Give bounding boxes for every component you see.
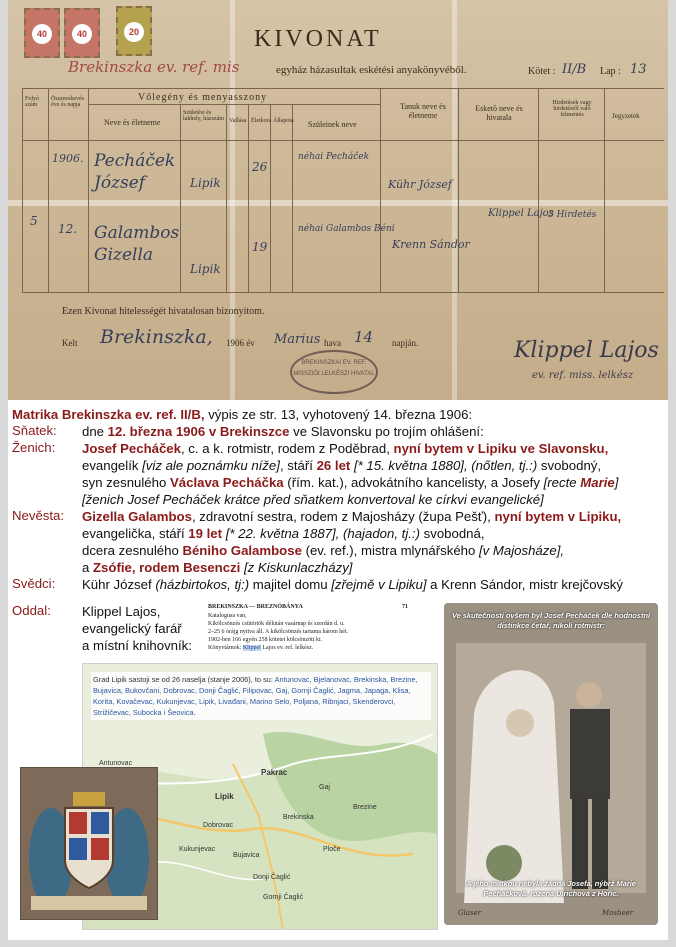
row1-age: 26	[252, 160, 268, 174]
table-rule	[22, 88, 664, 89]
table-rule	[88, 104, 380, 105]
text-fragment: evangelík	[82, 458, 143, 473]
kotet-label: Kötet :	[528, 66, 556, 77]
officiant-line-2: evangelický farář	[82, 621, 182, 636]
col-header-officiant: Esketõ neve és hivatala	[475, 104, 523, 122]
row1-residence: Lipik	[190, 176, 221, 190]
transcription-header	[12, 406, 472, 423]
col-header-religion: Vallása	[229, 118, 247, 124]
certificate-year: 1906 év	[226, 338, 255, 348]
note-fragment: ]	[614, 475, 619, 490]
place-label: Brekinska	[283, 814, 314, 821]
bride-age: 19 let	[188, 526, 223, 541]
table-rule	[270, 104, 271, 292]
label-satek: Sňatek:	[12, 423, 57, 438]
col-header-name: Neve és életneme	[104, 118, 161, 127]
village-list: Antunovac, Bjelanovac, Brekinska, Brezine, Bujavica, Bukovčani, Dobrovac, Donji Čaglić, Filipovac, Gaj, Gornji Čaglić, Jagma, Japaga, Klisa, Korita, Kovačevac, Kukunjevac, Lipik, Livađani, Marino Selo, Poljana, Ribnjaci, Skenderovci, Strižičevac, Subocka i Šeovica.	[93, 675, 418, 717]
table-rule	[458, 88, 459, 292]
officiant-line-3: a místní knihovník:	[82, 638, 192, 653]
text-fragment: (řím. kat.), advokátního kancelisty, a Josefy	[283, 475, 544, 490]
place-label: Pakrac	[261, 768, 288, 777]
col-header-residence: Születési és lakhely, házszám	[183, 110, 224, 122]
place-label: Lipik	[215, 792, 234, 801]
coat-of-arms-icon	[21, 768, 157, 919]
studio-signature-right: Mosbeer	[602, 909, 634, 917]
table-rule	[180, 104, 181, 292]
catalog-line: Kikölcsönzés csütörtök délután vasárnap és szerdán d. u.	[208, 621, 345, 627]
text-fragment: , stáří	[279, 458, 317, 473]
table-rule	[380, 88, 381, 292]
certificate-place: Brekinszka,	[100, 326, 213, 348]
table-rule	[226, 104, 227, 292]
witnesses-line	[82, 576, 623, 593]
label-oddal: Oddal:	[12, 603, 51, 618]
text-fragment: evangelička, stáří	[82, 526, 189, 541]
signature-title: ev. ref. miss. lelkész	[532, 370, 634, 381]
stamp-value: 40	[72, 24, 92, 44]
table-rule	[22, 292, 664, 293]
bride-line-1	[82, 508, 621, 525]
record-source-detail: výpis ze str. 13, vyhotovený 14. března 1906:	[204, 407, 473, 422]
revenue-stamp	[64, 8, 100, 58]
caption-intro: Grad Lipik sastoji se od 26 naselja (stanje 2006), to su:	[93, 675, 275, 684]
groom-line-1	[82, 440, 608, 457]
bride-mother: Zsófie, rodem Besenczi	[93, 560, 241, 575]
signature: Klippel Lajos	[514, 338, 659, 363]
groom-note: [ženich Josef Pecháček krátce před sňatkem konvertoval ke církvi evangelické]	[82, 492, 544, 507]
lap-value: 13	[630, 62, 647, 77]
certificate-day: 14	[354, 328, 374, 346]
catalog-line: 2–25 6 órájg nyitva áll. A kikölcsönzés tartama három hét.	[208, 629, 349, 635]
photo-caption-bottom: A jeho matkou nebyla žádná Josefa, nýbrž Marie Pecháčková, rozená Ulrichová z Hořic.	[466, 879, 636, 898]
row2-number: 5	[30, 214, 38, 228]
col-header-parents: Szüleinek neve	[308, 120, 357, 129]
text-fragment: dne	[82, 424, 108, 439]
table-rule	[292, 104, 293, 292]
text-fragment: ve Slavonsku po trojím ohlášení:	[289, 424, 484, 439]
col-group-header: Vőlegény és menyasszony	[138, 92, 268, 103]
groom-line-3	[82, 474, 618, 491]
text-fragment: majitel domu	[249, 577, 332, 592]
table-rule	[88, 88, 89, 292]
text-fragment: svobodný,	[537, 458, 602, 473]
place-label: Ploče	[323, 846, 341, 853]
note-fragment: [viz ale poznámku níže]	[142, 458, 280, 473]
librarian-name-highlight: Klippel	[242, 645, 261, 651]
bride-line-4	[82, 559, 352, 576]
bride-father: Béniho Galambose	[182, 543, 302, 558]
text-fragment: (ev. ref.), mistra mlynářského	[301, 543, 479, 558]
note-fragment: (házbirtokos, tj:)	[155, 577, 250, 592]
groom-name: Josef Pecháček	[82, 441, 181, 456]
catalog-running-head: BREKINSZKA — BREZNÓBÁNYA	[208, 604, 303, 610]
certificate-place-label: Kelt	[62, 338, 78, 348]
col-header-number: Folyó szám	[25, 96, 40, 108]
revenue-stamp	[24, 8, 60, 58]
place-label: Gornji Čaglić	[263, 894, 304, 901]
place-label: Dobrovac	[203, 822, 233, 829]
coat-of-arms-mosaic	[20, 767, 158, 920]
catalog-page-number: 71	[402, 604, 408, 610]
row2-witness: Krenn Sándor	[392, 238, 470, 251]
certificate-month: Marius	[274, 332, 321, 347]
note-fragment: [v Majosháze],	[479, 543, 565, 558]
officiant-line-1: Klippel Lajos,	[82, 604, 161, 619]
text-fragment: , zdravotní sestra, rodem z Majosházy (župa Pešť),	[191, 509, 495, 524]
row2-banns: 3 Hirdetés	[548, 210, 597, 220]
note-fragment: [* 15. května 1880], (nőtlen, tj.:)	[350, 458, 538, 473]
register-subtitle: egyház házasultak eskétési anyakönyvéből.	[276, 64, 467, 76]
label-zenich: Ženich:	[12, 440, 56, 455]
row2-parents: néhai Galambos Béni	[298, 224, 395, 234]
groom-father: Václava Pecháčka	[169, 475, 284, 490]
text-fragment: a	[82, 560, 93, 575]
bride-name: Gizella Galambos	[82, 509, 192, 524]
record-source: Matrika Brekinszka ev. ref. II/B,	[12, 407, 205, 422]
catalog-line: Katalogusa van,	[208, 613, 247, 619]
page	[8, 0, 668, 940]
place-label: Donji Čaglić	[253, 874, 291, 881]
col-header-witnesses: Tanuk neve és életneme	[400, 102, 446, 120]
library-catalog-excerpt	[208, 603, 438, 653]
catalog-librarian-line	[208, 644, 438, 652]
table-rule	[604, 88, 605, 292]
place-label: Gaj	[319, 784, 330, 791]
table-rule	[538, 88, 539, 292]
table-rule	[48, 88, 49, 292]
row1-witness: Kühr József	[388, 178, 452, 191]
place-label: Kukunjevac	[179, 846, 216, 853]
table-rule	[248, 104, 249, 292]
label-nevesta: Nevěsta:	[12, 508, 65, 523]
table-rule	[22, 140, 664, 141]
text-fragment: a Krenn Sándor, mistr krejčovský	[426, 577, 623, 592]
stamp-value: 40	[32, 24, 52, 44]
row2-officiant: Klippel Lajos	[488, 208, 554, 219]
lap-label: Lap :	[600, 66, 621, 77]
label-svedci: Svědci:	[12, 576, 56, 591]
witness-name: Kühr József	[82, 577, 156, 592]
marriage-date-place: 12. března 1906 v Brekinszce	[107, 424, 290, 439]
col-header-status: Állapota	[273, 118, 294, 124]
catalog-header	[208, 603, 438, 612]
catalog-line: 1902-ben 166 egyén 258 kötetet kölcsönzött ki.	[208, 637, 323, 643]
row2-residence: Lipik	[190, 262, 221, 276]
map-caption	[91, 672, 431, 720]
place-label: Brezine	[353, 804, 377, 811]
place-label: Antunovac	[99, 760, 133, 767]
fold-line	[8, 200, 668, 206]
wedding-photograph	[444, 603, 658, 925]
row2-bride: Galambos Gizella	[94, 223, 180, 265]
studio-signature-left: Glaser	[458, 909, 482, 917]
text-fragment: Lajos ev. ref. lelkész.	[260, 645, 314, 651]
handwritten-parish: Brekinszka ev. ref. mis	[68, 58, 240, 76]
note-fragment: [recte	[543, 475, 581, 490]
table-rule	[22, 88, 23, 292]
text-fragment: svobodná,	[419, 526, 485, 541]
row1-groom: Pecháček József	[94, 151, 176, 193]
bride-line-2	[82, 525, 485, 542]
groom-mother: Marie	[580, 475, 615, 490]
revenue-stamp	[116, 6, 152, 56]
groom-line-2	[82, 457, 601, 474]
text-fragment: dcera zesnulého	[82, 543, 183, 558]
register-scan	[8, 0, 668, 400]
certificate-napjan: napján.	[392, 338, 419, 348]
bride-line-3	[82, 542, 564, 559]
row2-age: 19	[252, 240, 268, 254]
row1-year: 1906.	[52, 152, 84, 165]
col-header-notes: Jegyzetek	[612, 112, 640, 120]
col-header-age: Életkora	[251, 118, 272, 124]
certificate-line: Ezen Kivonat hitelességét hivatalosan bizonyítom.	[62, 306, 265, 317]
kotet-value: II/B	[562, 62, 587, 77]
stamp-value: 20	[124, 22, 144, 42]
parish-seal: BREKINSZKAI EV. REF. MISSZIÓI LELKÉSZI HIVATAL	[290, 350, 378, 394]
groom-age: 26 let	[316, 458, 351, 473]
text-fragment: Könyvtárnok:	[208, 645, 243, 651]
photo-caption-top: Ve skutečnosti ovšem byl Josef Pecháček dle hodnostní distinkce četař, nikoli rotmistr:	[451, 611, 651, 630]
marriage-line	[82, 423, 484, 440]
col-header-date: Összeeskevés éve és napja	[51, 96, 84, 108]
wedding-photo-image	[444, 603, 658, 925]
note-fragment: [z Kiskunlaczházy]	[240, 560, 353, 575]
col-header-banns: Hirdetések vagy hirdetéstől való felmentés	[552, 100, 592, 118]
text-fragment: syn zesnulého	[82, 475, 170, 490]
groom-residence: nyní bytem v Lipiku ve Slavonsku,	[393, 441, 609, 456]
note-fragment: [* 22. května 1887], (hajadon, tj.:)	[222, 526, 420, 541]
note-fragment: [zřejmě v Lipiku]	[331, 577, 427, 592]
row2-day: 12.	[58, 222, 78, 236]
register-title: KIVONAT	[254, 26, 382, 52]
place-label: Bujavica	[233, 852, 260, 859]
bride-residence: nyní bytem v Lipiku,	[494, 509, 622, 524]
row1-parents: néhai Pecháček	[298, 152, 370, 162]
certificate-ho: hava	[324, 338, 341, 348]
text-fragment: , c. a k. rotmistr, rodem z Poděbrad,	[180, 441, 394, 456]
